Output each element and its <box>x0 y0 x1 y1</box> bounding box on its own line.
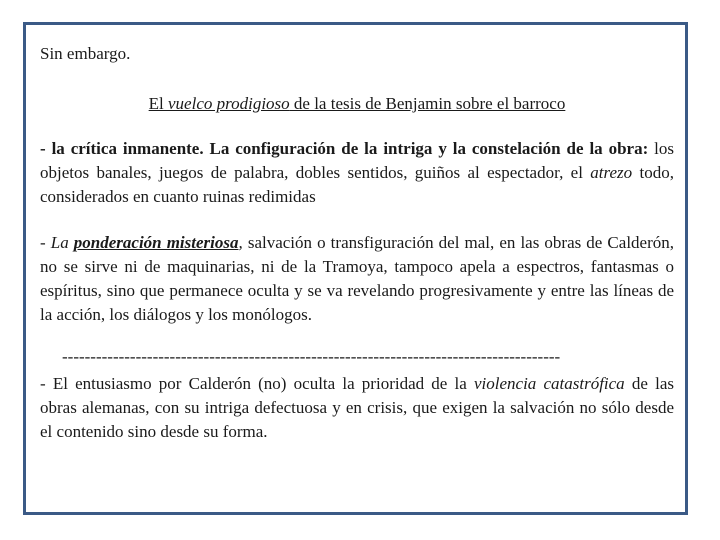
p1-text2: todo, considerados en cuanto ruinas redimidas <box>40 163 674 206</box>
p3-text1: - El entusiasmo por Calderón (no) oculta la prioridad de la <box>40 374 474 393</box>
p2-italic1: La <box>50 233 74 252</box>
p1-lead: - la crítica inmanente. La configuración de la intriga y la constelación de la obra: <box>40 139 649 158</box>
p2-dash: - <box>40 233 51 252</box>
heading <box>40 92 674 116</box>
heading-part1: El <box>148 94 168 113</box>
paragraph-ponderacion <box>40 231 674 327</box>
paragraph-critica-inmanente <box>40 137 674 209</box>
p3-italic: violencia catastrófica <box>473 374 625 393</box>
p2-text: salvación o transfiguración del mal, en las obras de Calderón, no se sirve ni de maquinarias, ni de la Tramoya, tampoco apela a espectros, fantasmas o espíritus, sino que permanece oculta y se va revelando progresivamente y entre las líneas de la acción, los diálogos y los monólogos. <box>40 233 674 324</box>
p2-italic2: , <box>238 233 243 252</box>
p1-text1: los objetos banales, juegos de palabra, dobles sentidos, guiños al espectador, el <box>40 139 674 182</box>
p2-bold-italic: ponderación misteriosa <box>73 233 239 252</box>
p3-text2: de las obras alemanas, con su intriga defectuosa y en crisis, que exigen la salvación no sólo desde el contenido sino desde su forma. <box>40 374 674 441</box>
heading-part2: de la tesis de Benjamin sobre el barroco <box>289 94 566 113</box>
heading-italic: vuelco prodigioso <box>168 94 290 113</box>
separator-line: ---------------------------------------------------------------------------------------- <box>62 347 561 366</box>
p1-italic: atrezo <box>590 163 633 182</box>
intro-text: Sin embargo. <box>40 44 131 63</box>
paragraph-entusiasmo <box>40 372 674 444</box>
heading-underlined <box>149 94 566 113</box>
